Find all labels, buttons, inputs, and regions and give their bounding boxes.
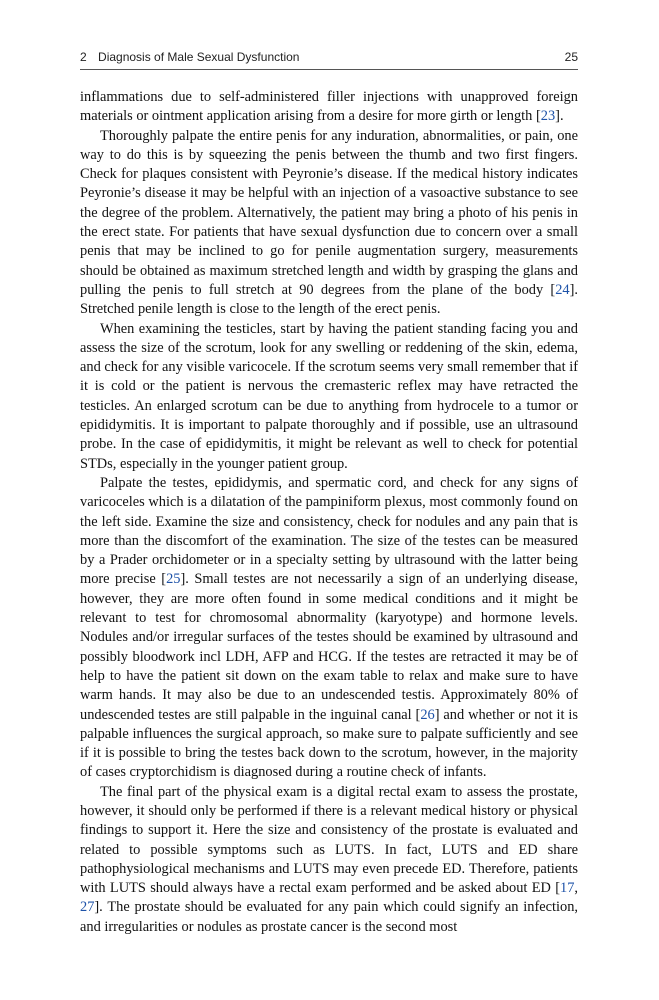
body-text: [80, 88, 578, 937]
citation-link[interactable]: 27: [80, 899, 95, 916]
header-chapter: [80, 50, 299, 64]
text-run: ,: [574, 880, 578, 897]
chapter-title: Diagnosis of Male Sexual Dysfunction: [98, 50, 300, 64]
text-run: The final part of the physical exam is a digital rectal exam to assess the prostate, however, it should only be performed if there is a relevant medical history or physical findings to support it. Here the size and consistency of the prostate is evaluated and related to possible symptoms such as LUTS. In fact, LUTS and ED share pathophysiological mechanisms and LUTS may even precede ED. Therefore, patients with LUTS should always have a rectal exam performed and be asked about ED [: [80, 783, 578, 897]
text-run: inflammations due to self-administered filler injections with unapproved foreign materials or ointment application arising from a desire for more girth or length [: [80, 89, 578, 125]
paragraph: [80, 783, 578, 937]
paragraph: [80, 474, 578, 783]
citation-link[interactable]: 26: [420, 706, 435, 723]
text-run: ].: [555, 108, 564, 125]
paragraph: [80, 127, 578, 320]
citation-link[interactable]: 25: [166, 571, 181, 588]
text-run: ]. The prostate should be evaluated for any pain which could signify an infection, and irregularities or nodules as prostate cancer is the second most: [80, 899, 578, 935]
citation-link[interactable]: 17: [560, 880, 575, 897]
text-run: Palpate the testes, epididymis, and spermatic cord, and check for any signs of varicoceles which is a dilatation of the pampiniform plexus, most commonly found on the left side. Examine the size and consistency, check for nodules and any pain that is more than the discomfort of the examination. The size of the testes can be measured by a Prader orchidometer or in a specialty setting by ultrasound with the latter being more precise [: [80, 474, 578, 588]
chapter-number: 2: [80, 50, 87, 64]
citation-link[interactable]: 24: [555, 281, 570, 298]
paragraph: [80, 88, 578, 127]
header-rule: [80, 69, 578, 70]
text-run: ]. Stretched penile length is close to the length of the erect penis.: [80, 281, 578, 318]
text-run: Thoroughly palpate the entire penis for any induration, abnormalities, or pain, one way to do this is by squeezing the penis between the thumb and two first fingers. Check for plaques consistent with Peyronie’s disease. If the medical history indicates Peyronie’s disease it may be helpful with an injection of a vasoactive substance to see the degree of the problem. Alternatively, the patient may bring a photo of his penis in the erect state. For patients that have sexual dysfunction due to concern over a small penis that may be inclined to go for penile augmentation surgery, measurements should be obtained as maximum stretched length and width by grasping the glans and pulling the penis to full stretch at 90 degrees from the plane of the body [: [80, 127, 578, 298]
citation-link[interactable]: 23: [540, 108, 556, 125]
text-run: ] and whether or not it is palpable influences the surgical approach, so make sure to palpate sufficiently and see if it is possible to bring the testes back down to the scrotum, however, in the majority of cases cryptorchidism is diagnosed during a routine check of infants.: [80, 706, 578, 781]
text-run: When examining the testicles, start by having the patient standing facing you and assess the size of the scrotum, look for any swelling or reddening of the skin, edema, and check for any visible varicocele. If the scrotum seems very small remember that if it is cold or the patient is nervous the cremasteric reflex may have retracted the testicles. An enlarged scrotum can be due to anything from hydrocele to a tumor or epididymitis. It is important to palpate thoroughly and if possible, use an ultrasound probe. In the case of epididymitis, it might be relevant as well to check for potential STDs, especially in the younger patient group.: [80, 320, 578, 472]
page-number: 25: [564, 50, 578, 64]
paragraph: [80, 320, 578, 474]
text-run: ]. Small testes are not necessarily a sign of an underlying disease, however, they are more often found in some medical conditions and it might be relevant to test for chromosomal abnormality (karyotype) and hormone levels. Nodules and/or irregular surfaces of the testes should be examined by ultrasound and possibly bloodwork incl LDH, AFP and HCG. If the testes are retracted it may be of help to have the patient sit down on the exam table to relax and make sure to have warm hands. It may also be due to an undescended testis. Approximately 80% of undescended testes are still palpable in the inguinal canal [: [80, 571, 578, 723]
